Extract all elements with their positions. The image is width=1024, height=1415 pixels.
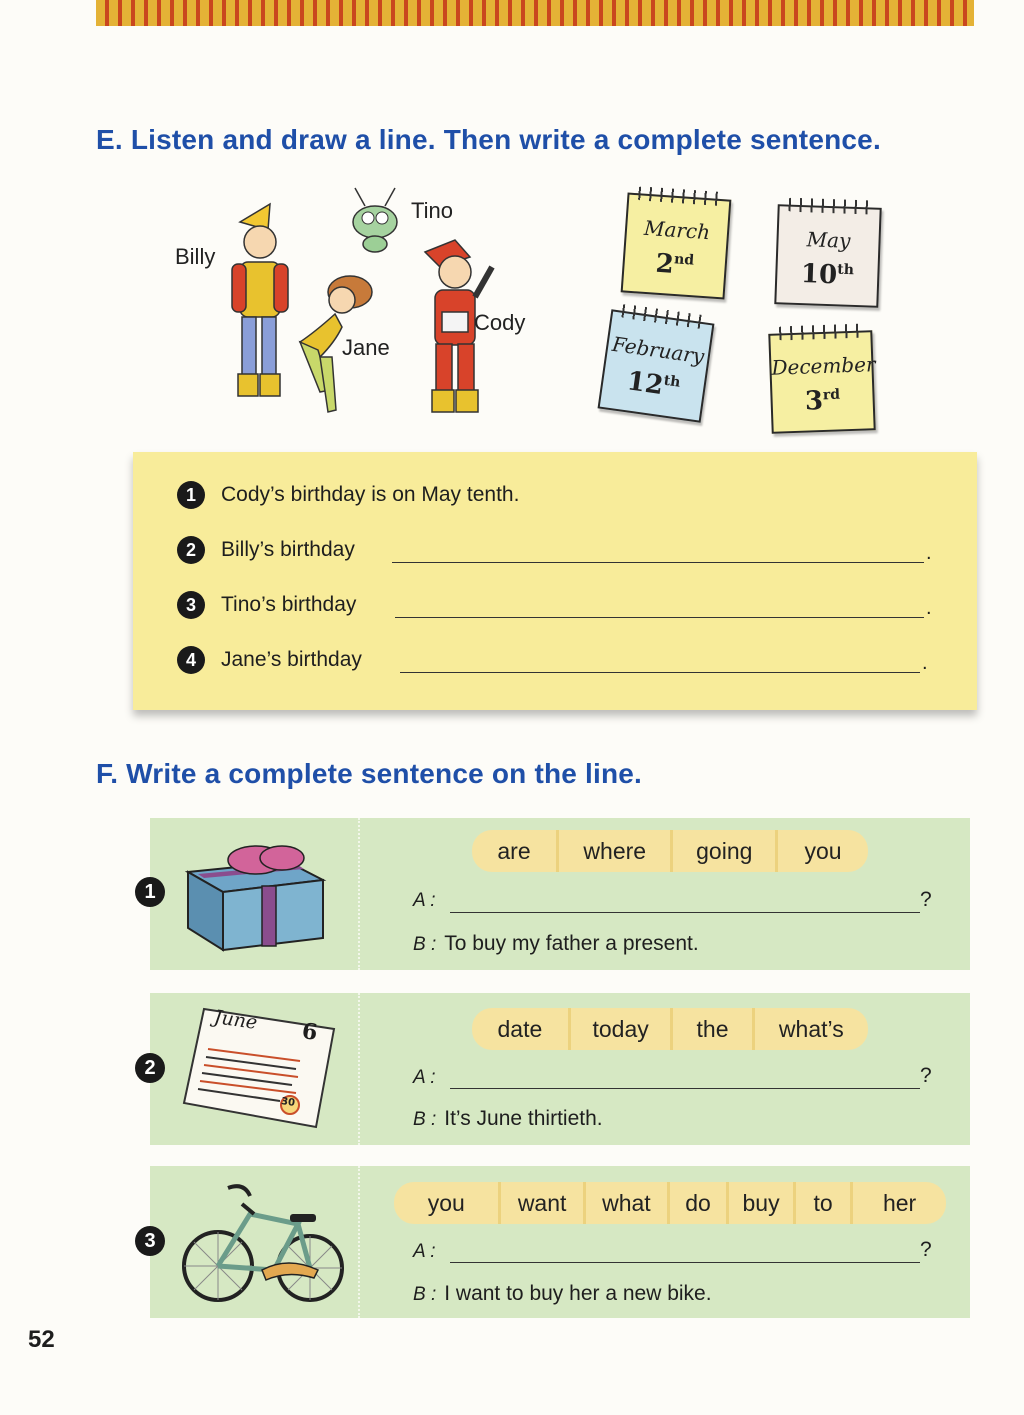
item-number-1: 1	[135, 877, 165, 907]
number-badge: 3	[177, 591, 205, 619]
answer-b-text: To buy my father a present.	[444, 932, 699, 955]
label-billy: Billy	[175, 244, 216, 269]
sentence-4	[177, 645, 362, 675]
bicycle-icon	[178, 1174, 348, 1310]
calendar-day: 6	[300, 1018, 320, 1046]
question-mark: ?	[920, 1238, 932, 1261]
calendar-circled-date: 30	[280, 1096, 296, 1109]
answer-b-text: I want to buy her a new bike.	[444, 1282, 712, 1305]
word-tile[interactable]: her	[850, 1182, 946, 1224]
decorative-top-strip	[96, 0, 974, 26]
speaker-b-label: B :	[413, 934, 437, 955]
word-strip-1	[472, 830, 868, 872]
speaker-b-label: B :	[413, 1109, 437, 1130]
calendar-month: June	[212, 1006, 259, 1034]
item-number-2: 2	[135, 1053, 165, 1083]
word-tile[interactable]: date	[497, 1015, 543, 1042]
word-tile[interactable]: what	[583, 1182, 667, 1224]
item-number-3: 3	[135, 1226, 165, 1256]
calendar-february: February 12th	[598, 309, 715, 423]
answer-line-f3[interactable]	[450, 1262, 920, 1263]
answer-line-f2[interactable]	[450, 1088, 920, 1089]
calendar-march: March 2nd	[621, 192, 732, 299]
answer-line-3[interactable]	[395, 617, 924, 618]
tino-figure	[353, 188, 397, 252]
period: .	[926, 597, 932, 619]
period: .	[926, 542, 932, 564]
word-tile[interactable]: where	[556, 830, 670, 872]
word-tile[interactable]: are	[497, 837, 531, 864]
question-mark: ?	[920, 888, 932, 911]
sentence-text: Tino’s birthday	[221, 593, 357, 616]
number-badge: 2	[177, 536, 205, 564]
speaker-a-label: A :	[413, 1241, 436, 1262]
word-tile[interactable]: today	[568, 1008, 671, 1050]
answer-b-3	[413, 1282, 712, 1306]
answer-line-4[interactable]	[400, 672, 920, 673]
speaker-a-label: A :	[413, 890, 436, 911]
word-tile[interactable]: to	[793, 1182, 850, 1224]
question-a-3	[413, 1239, 444, 1263]
sentence-2	[177, 535, 355, 565]
word-strip-2	[472, 1008, 868, 1050]
gift-box-icon	[178, 832, 330, 954]
calendar-december: December 3rd	[768, 330, 875, 434]
answer-b-1	[413, 932, 699, 956]
speaker-a-label: A :	[413, 1067, 436, 1088]
sentence-3	[177, 590, 356, 620]
sentence-text: Jane’s birthday	[221, 648, 362, 671]
answer-b-2	[413, 1107, 603, 1131]
word-tile[interactable]: you	[775, 830, 868, 872]
calendar-may: May 10th	[774, 204, 881, 308]
word-strip-3	[394, 1182, 946, 1224]
number-badge: 1	[177, 481, 205, 509]
question-a-1	[413, 888, 444, 912]
characters-illustration	[170, 182, 540, 427]
sentence-text: Billy’s birthday	[221, 538, 355, 561]
label-cody: Cody	[474, 310, 526, 335]
word-tile[interactable]: what’s	[752, 1008, 868, 1050]
answer-line-2[interactable]	[392, 562, 924, 563]
label-jane: Jane	[342, 335, 390, 360]
label-tino: Tino	[411, 198, 453, 223]
number-badge: 4	[177, 646, 205, 674]
word-tile[interactable]: you	[427, 1189, 465, 1216]
period: .	[922, 652, 928, 674]
section-f-heading: F. Write a complete sentence on the line.	[96, 758, 643, 789]
speaker-b-label: B :	[413, 1284, 437, 1305]
word-tile[interactable]: want	[498, 1182, 582, 1224]
sentence-1	[177, 480, 519, 510]
question-mark: ?	[920, 1064, 932, 1087]
section-e-heading: E. Listen and draw a line. Then write a complete sentence.	[96, 124, 881, 155]
answer-line-f1[interactable]	[450, 912, 920, 913]
word-tile[interactable]: do	[667, 1182, 726, 1224]
question-a-2	[413, 1065, 444, 1089]
page-number: 52	[28, 1326, 55, 1353]
billy-figure	[232, 204, 288, 396]
word-tile[interactable]: the	[670, 1008, 751, 1050]
sentence-text: Cody’s birthday is on May tenth.	[221, 483, 520, 506]
word-tile[interactable]: going	[670, 830, 775, 872]
word-tile[interactable]: buy	[726, 1182, 793, 1224]
answer-b-text: It’s June thirtieth.	[444, 1107, 603, 1130]
